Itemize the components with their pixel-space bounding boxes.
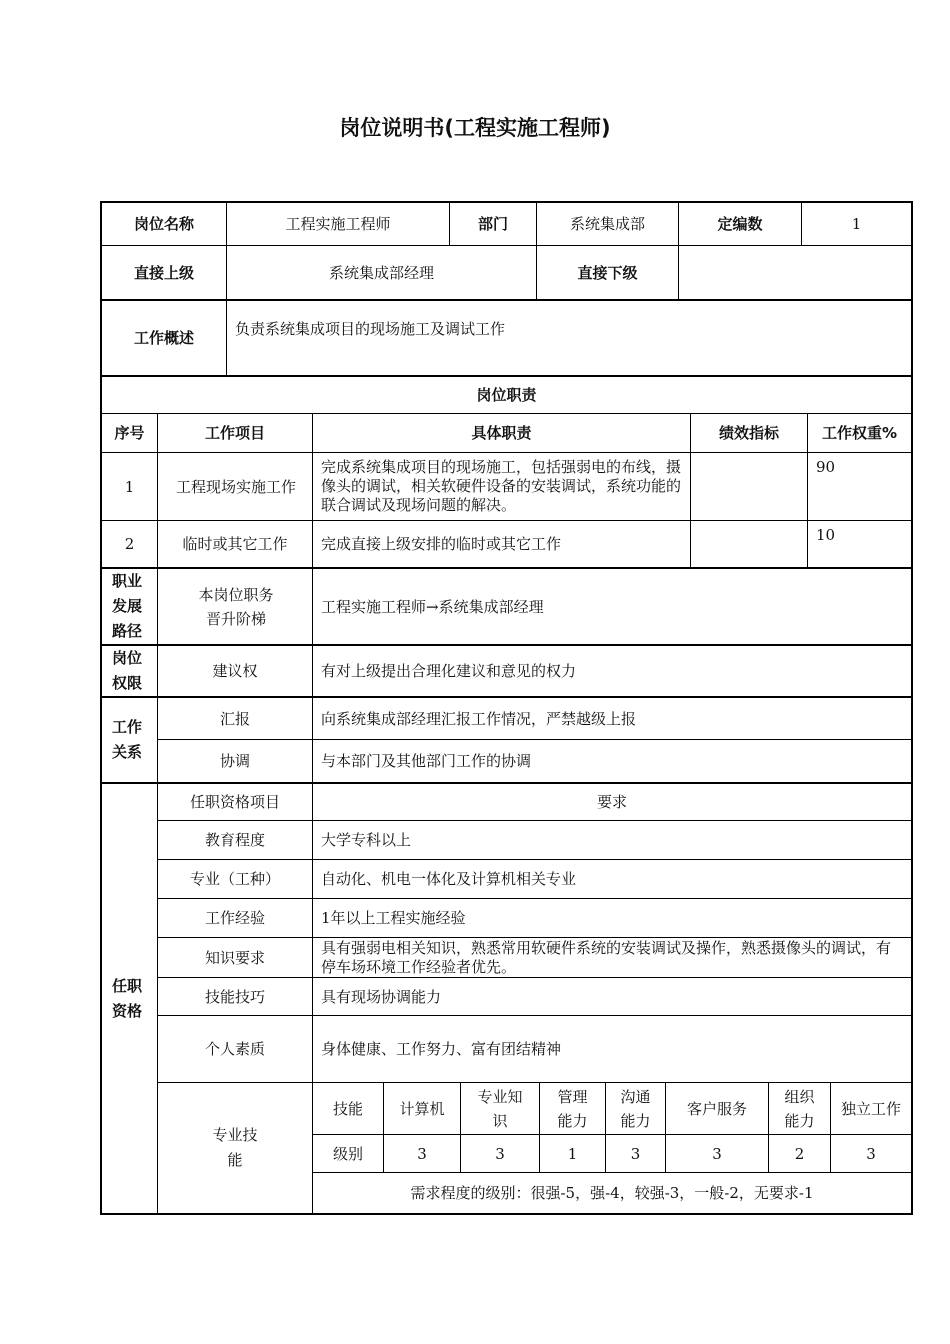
- skill-name-7: 独立工作: [841, 1099, 902, 1118]
- post-name-value: 工程实施工程师: [285, 215, 391, 233]
- qual-header-req: 要求: [596, 793, 627, 811]
- duty-row-2-item: 临时或其它工作: [182, 535, 288, 553]
- skill-name-3: 管理能力: [557, 1087, 588, 1130]
- relation-row-1-item: 汇报: [219, 709, 250, 728]
- qual-row-3-item: 工作经验: [204, 909, 265, 927]
- dept-value: 系统集成部: [569, 215, 645, 233]
- skill-level-7: 3: [866, 1144, 876, 1163]
- qual-row-6-item: 个人素质: [204, 1040, 265, 1058]
- career-path: 工程实施工程师→系统集成部经理: [321, 597, 544, 616]
- relation-row-2-item: 协调: [219, 752, 250, 770]
- qual-row-1-req: 大学专科以上: [321, 831, 412, 849]
- quota-value: 1: [851, 215, 862, 233]
- duties-section-title: 岗位职责: [476, 386, 537, 404]
- duties-header-no: 序号: [114, 424, 145, 442]
- skills-row-label: 技能: [332, 1099, 363, 1118]
- page-title: 岗位说明书(工程实施工程师): [339, 116, 611, 140]
- duty-row-2-weight: 10: [816, 526, 836, 544]
- duty-row-1-kpi: [691, 453, 807, 520]
- authority-detail: 有对上级提出合理化建议和意见的权力: [321, 662, 577, 680]
- authority-label: 岗位权限: [111, 649, 142, 692]
- superior-label: 直接上级: [133, 263, 194, 282]
- level-row-label: 级别: [332, 1144, 363, 1163]
- duty-row-1-no: 1: [124, 477, 135, 496]
- skills-label: 专业技能: [212, 1126, 258, 1169]
- superior-value: 系统集成部经理: [328, 263, 434, 282]
- skill-name-4: 沟通能力: [620, 1087, 651, 1130]
- relation-row-2-detail: 与本部门及其他部门工作的协调: [321, 752, 532, 770]
- duties-header-weight: 工作权重%: [821, 424, 898, 442]
- relations-label: 工作关系: [111, 718, 142, 761]
- skill-name-6: 组织能力: [784, 1087, 815, 1130]
- duties-header-detail: 具体职责: [471, 424, 532, 442]
- skill-level-6: 2: [794, 1144, 805, 1163]
- summary-value: 负责系统集成项目的现场施工及调试工作: [235, 320, 506, 338]
- qual-header-item: 任职资格项目: [189, 793, 280, 811]
- duties-header-item: 工作项目: [204, 424, 265, 442]
- skill-level-3: 1: [567, 1144, 578, 1163]
- quota-label: 定编数: [717, 215, 763, 233]
- skill-level-4: 3: [630, 1144, 641, 1163]
- duty-row-1-weight: 90: [816, 458, 836, 476]
- career-label: 职业发展路径: [111, 572, 142, 640]
- career-item: 本岗位职务晋升阶梯: [198, 585, 274, 628]
- summary-label: 工作概述: [133, 329, 194, 347]
- subordinate-value: [679, 246, 911, 299]
- qual-row-5-item: 技能技巧: [204, 987, 265, 1006]
- relation-row-1-detail: 向系统集成部经理汇报工作情况，严禁越级上报: [321, 709, 637, 728]
- level-note: 需求程度的级别：很强-5，强-4，较强-3，一般-2，无要求-1: [410, 1184, 814, 1202]
- dept-label: 部门: [477, 215, 508, 233]
- qual-row-2-item: 专业（工种）: [189, 870, 280, 888]
- qualifications-label: 任职资格: [111, 976, 142, 1020]
- duty-row-1-item: 工程现场实施工作: [175, 477, 296, 496]
- qual-row-1-item: 教育程度: [204, 831, 265, 849]
- duty-row-2-no: 2: [124, 535, 135, 553]
- skill-name-1: 计算机: [399, 1099, 445, 1118]
- duties-header-kpi: 绩效指标: [718, 424, 779, 442]
- qual-row-3-req: 1年以上工程实施经验: [321, 909, 466, 927]
- subordinate-label: 直接下级: [577, 263, 638, 282]
- job-description-table: [100, 201, 913, 1215]
- duty-row-1-detail: 完成系统集成项目的现场施工，包括强弱电的布线，摄像头的调试，相关软硬件设备的安装调试，系统功能的联合调试及现场问题的解决。: [321, 458, 682, 514]
- post-name-label: 岗位名称: [133, 215, 194, 233]
- skill-level-5: 3: [712, 1144, 722, 1163]
- skill-name-5: 客户服务: [686, 1099, 747, 1118]
- duty-row-2-kpi: [691, 521, 807, 567]
- qual-row-6-req: 身体健康、工作努力、富有团结精神: [321, 1040, 562, 1058]
- qual-row-4-req: 具有强弱电相关知识，熟悉常用软硬件系统的安装调试及操作，熟悉摄像头的调试，有停车场环境工作经验者优先。: [321, 938, 892, 976]
- authority-item: 建议权: [212, 662, 258, 680]
- qual-row-2-req: 自动化、机电一体化及计算机相关专业: [321, 870, 577, 888]
- skill-level-1: 3: [417, 1144, 427, 1163]
- duty-row-2-detail: 完成直接上级安排的临时或其它工作: [321, 535, 562, 553]
- skill-name-2: 专业知识: [477, 1087, 523, 1130]
- qual-row-5-req: 具有现场协调能力: [321, 987, 442, 1006]
- skill-level-2: 3: [495, 1144, 505, 1163]
- qual-row-4-item: 知识要求: [204, 948, 265, 967]
